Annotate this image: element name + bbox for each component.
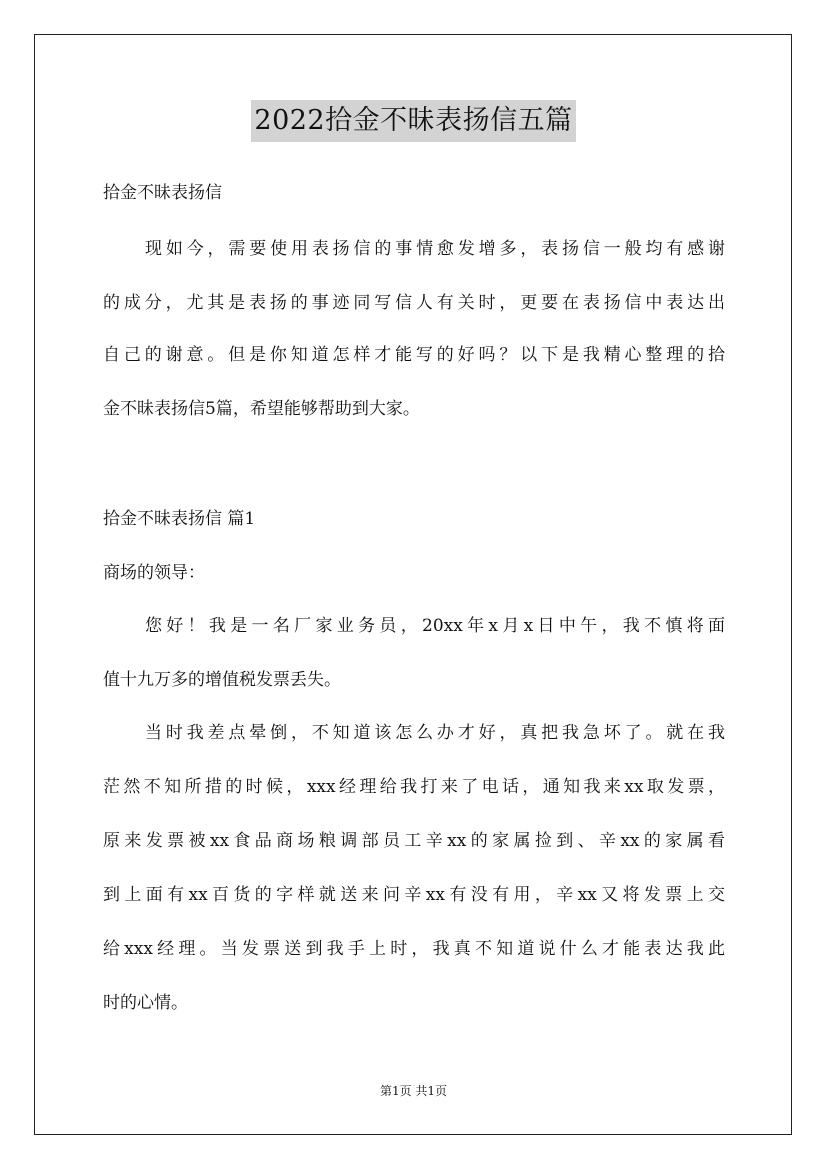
intro-line-2: 的成分，尤其是表扬的事迹同写信人有关时，更要在表扬信中表达出 <box>103 293 725 313</box>
section-heading: 拾金不昧表扬信 篇1 <box>103 509 256 529</box>
para1-line-1: 您好！我是一名厂家业务员，20xx年x月x日中午，我不慎将面 <box>145 616 725 636</box>
page-footer: 第1页 共1页 <box>379 1084 448 1098</box>
para2-line-4: 到上面有xx百货的字样就送来问辛xx有没有用，辛xx又将发票上交 <box>103 885 725 905</box>
document-title: 2022拾金不昧表扬信五篇 <box>251 100 575 142</box>
title-area <box>0 100 827 142</box>
salutation: 商场的领导： <box>103 563 205 583</box>
intro-line-3: 自己的谢意。但是你知道怎样才能写的好吗？以下是我精心整理的拾 <box>103 345 725 365</box>
intro-line-4: 金不昧表扬信5篇，希望能够帮助到大家。 <box>103 399 420 419</box>
para2-line-2: 茫然不知所措的时候，xxx经理给我打来了电话，通知我来xx取发票， <box>103 777 725 797</box>
para1-line-2: 值十九万多的增值税发票丢失。 <box>103 670 341 690</box>
para2-line-1: 当时我差点晕倒，不知道该怎么办才好，真把我急坏了。就在我 <box>145 723 725 743</box>
para2-line-3: 原来发票被xx食品商场粮调部员工辛xx的家属捡到、辛xx的家属看 <box>103 831 725 851</box>
para2-line-5: 给xxx经理。当发票送到我手上时，我真不知道说什么才能表达我此 <box>103 939 725 959</box>
intro-heading: 拾金不昧表扬信 <box>103 183 222 203</box>
intro-line-1: 现如今，需要使用表扬信的事情愈发增多，表扬信一般均有感谢 <box>145 239 725 259</box>
para2-line-6: 时的心情。 <box>103 993 188 1013</box>
